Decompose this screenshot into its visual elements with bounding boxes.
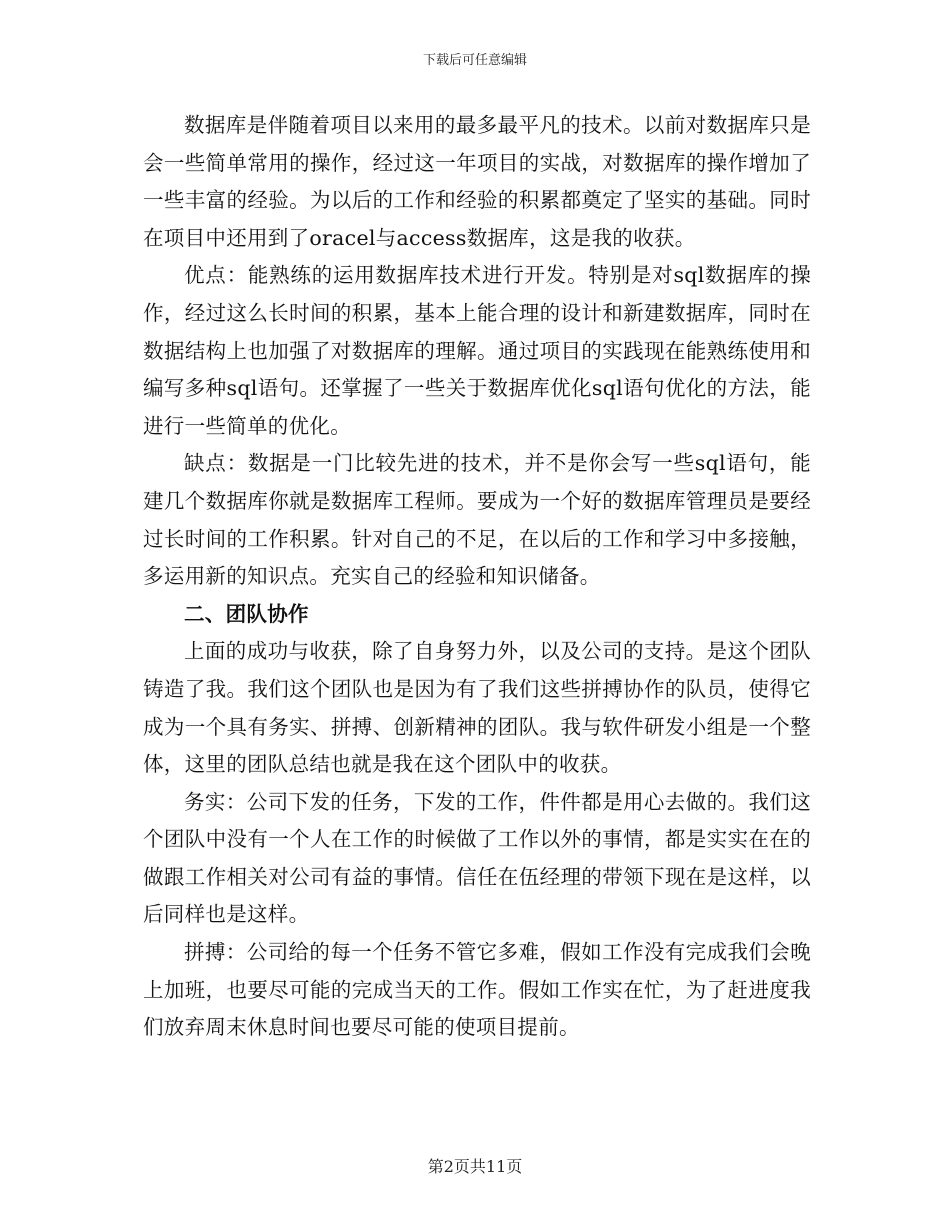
section-heading-teamwork: 二、团队协作: [184, 601, 309, 626]
document-body: [143, 107, 811, 1047]
paragraph-pragmatic: 务实：公司下发的任务，下发的工作，件件都是用心去做的。我们这个团队中没有一个人在工作的时候做了工作以外的事情，都是实实在在的做跟工作相关对公司有益的事情。信任在伍经理的带领下现在是这样，以后同样也是这样。: [143, 789, 811, 927]
page-header: 下载后可任意编辑: [422, 53, 527, 68]
paragraph-team-intro: 上面的成功与收获，除了自身努力外，以及公司的支持。是这个团队铸造了我。我们这个团队也是因为有了我们这些拼搏协作的队员，使得它成为一个具有务实、拼搏、创新精神的团队。我与软件研发小组是一个整体，这里的团队总结也就是我在这个团队中的收获。: [143, 639, 811, 777]
paragraph-striving: 拼搏：公司给的每一个任务不管它多难，假如工作没有完成我们会晚上加班，也要尽可能的完成当天的工作。假如工作实在忙，为了赶进度我们放弃周末休息时间也要尽可能的使项目提前。: [143, 940, 811, 1040]
paragraph-database: 数据库是伴随着项目以来用的最多最平凡的技术。以前对数据库只是会一些简单常用的操作，经过这一年项目的实战，对数据库的操作增加了一些丰富的经验。为以后的工作和经验的积累都奠定了坚实的基础。同时在项目中还用到了oracel与access数据库，这是我的收获。: [143, 113, 811, 250]
paragraph-strengths: 优点：能熟练的运用数据库技术进行开发。特别是对sql数据库的操作，经过这么长时间的积累，基本上能合理的设计和新建数据库，同时在数据结构上也加强了对数据库的理解。通过项目的实践现在能熟练使用和编写多种sql语句。还掌握了一些关于数据库优化sql语句优化的方法，能进行一些简单的优化。: [143, 263, 811, 438]
paragraph-weaknesses: 缺点：数据是一门比较先进的技术，并不是你会写一些sql语句，能建几个数据库你就是数据库工程师。要成为一个好的数据库管理员是要经过长时间的工作积累。针对自己的不足，在以后的工作和学习中多接触，多运用新的知识点。充实自己的经验和知识储备。: [143, 451, 811, 589]
page-number-footer: 第2页共11页: [427, 1157, 523, 1176]
